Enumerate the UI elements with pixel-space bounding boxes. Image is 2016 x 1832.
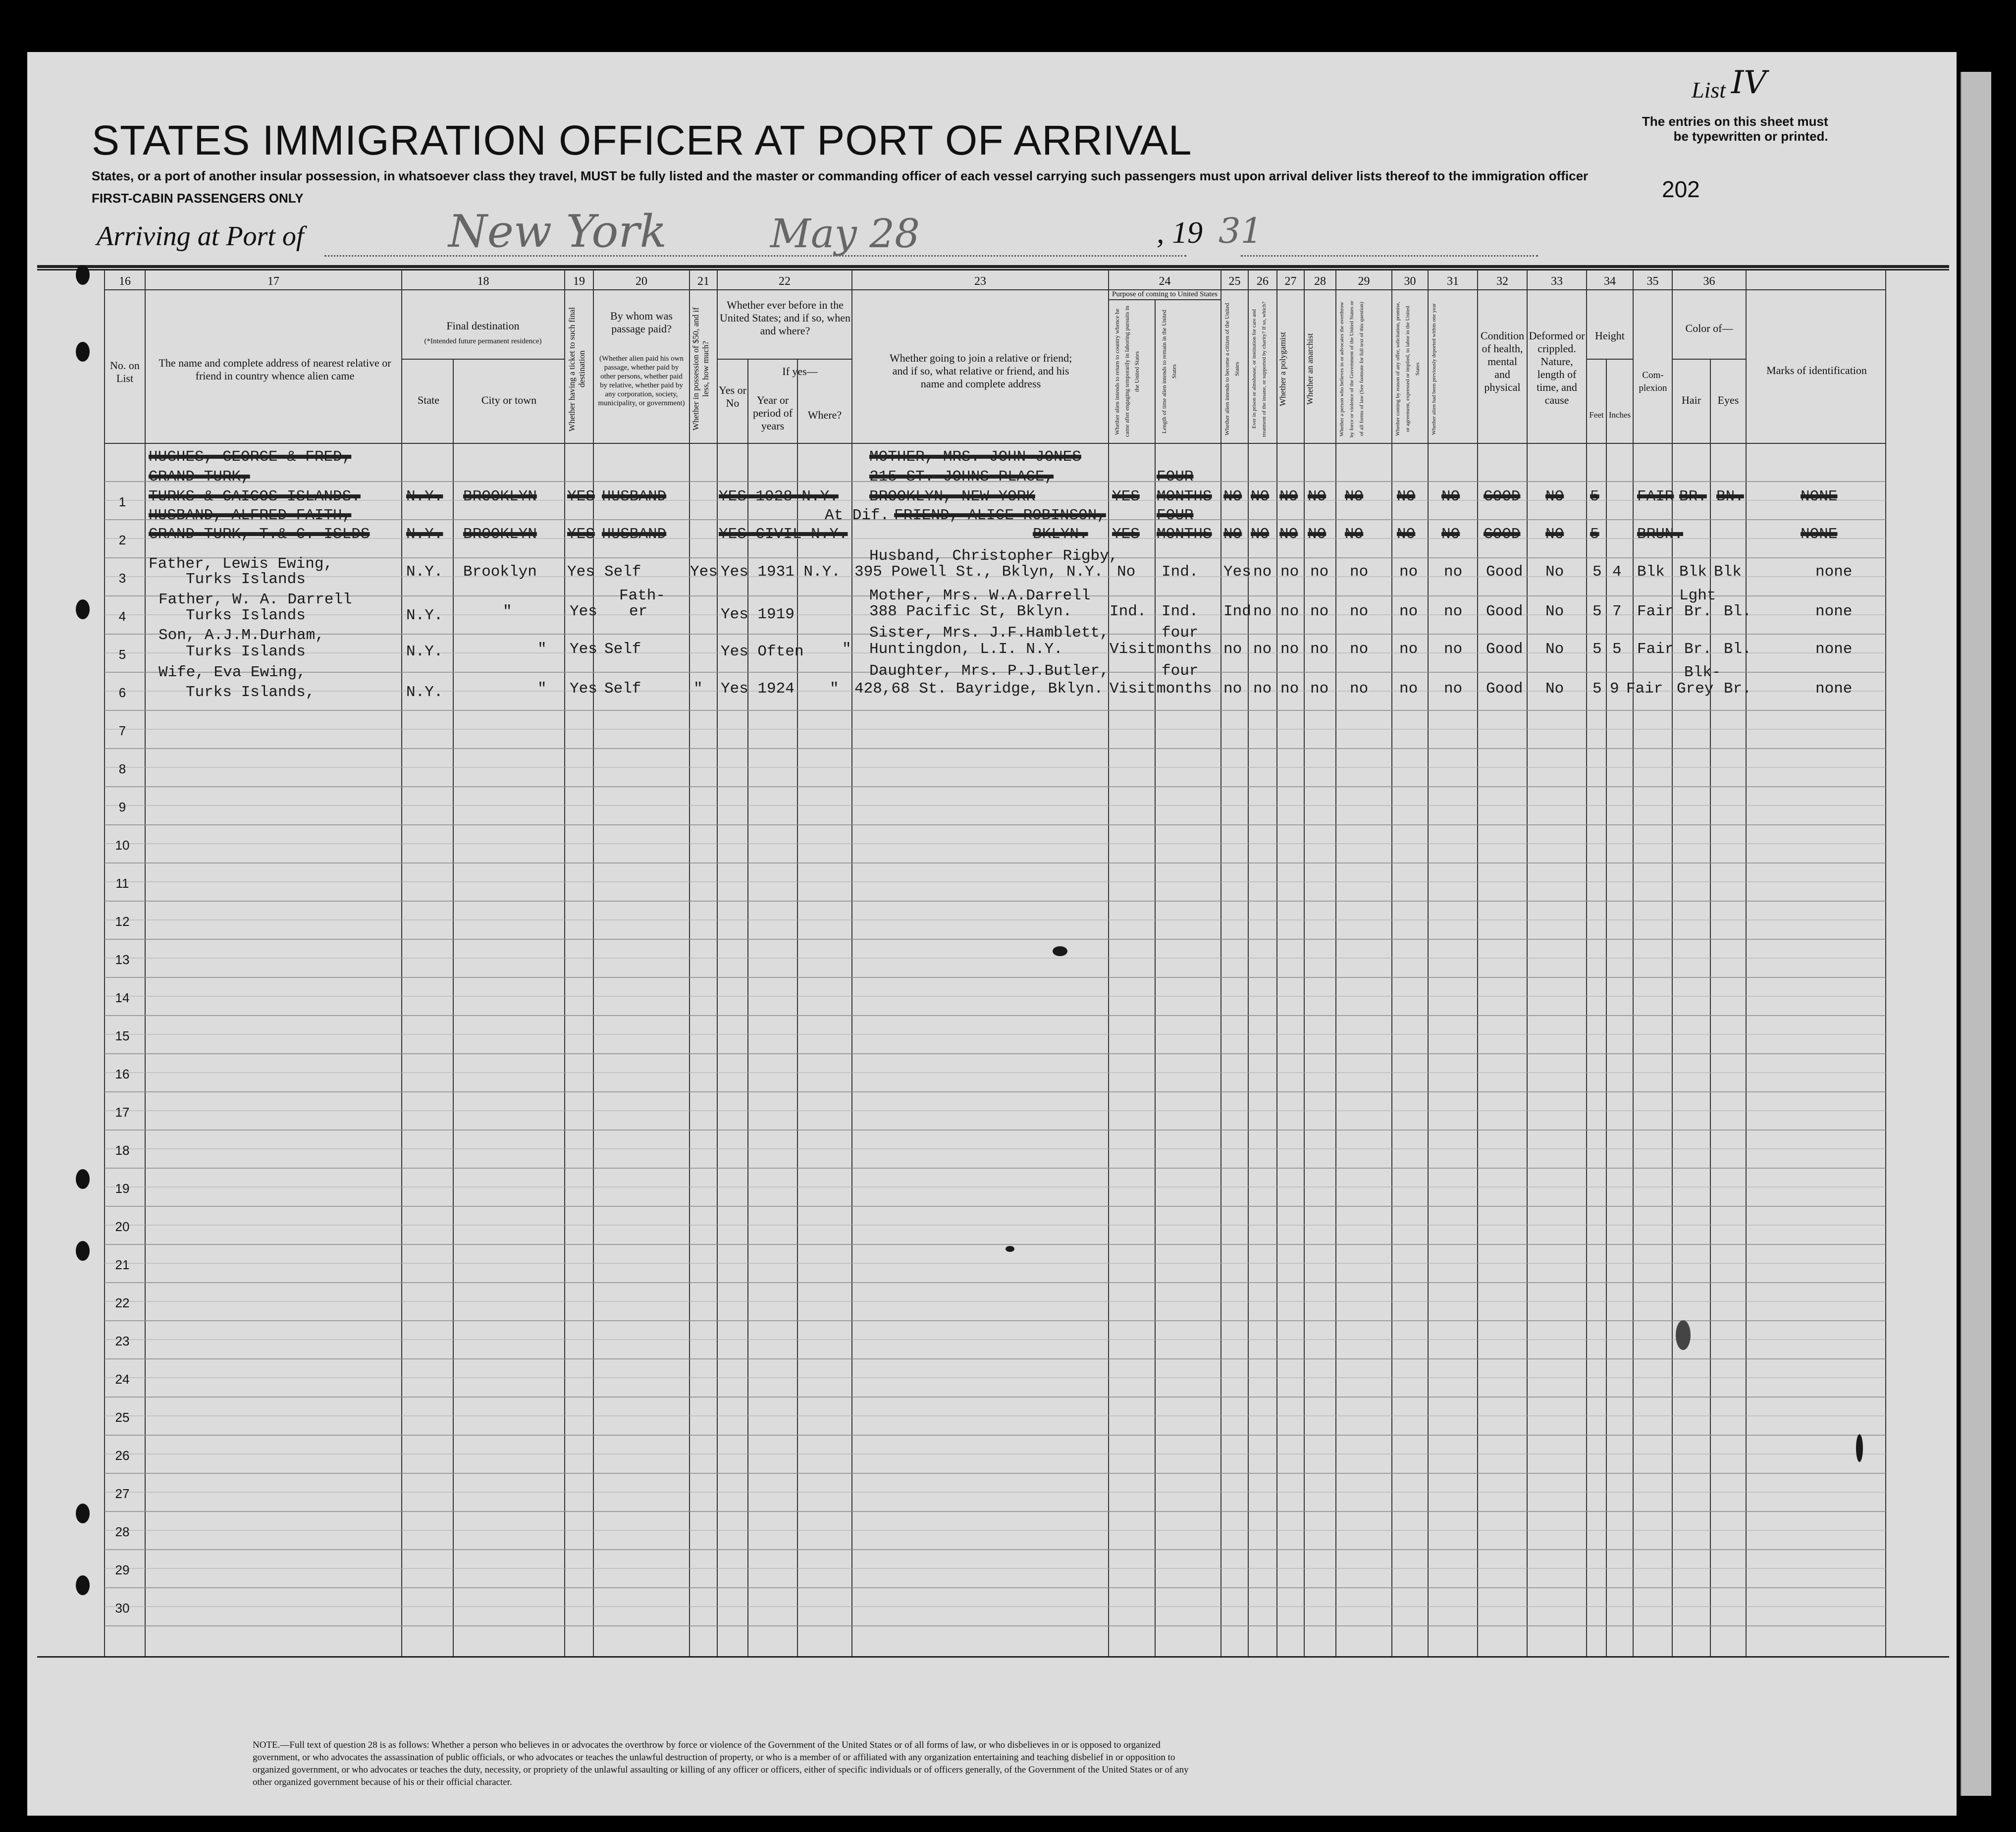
r6-hair: Grey xyxy=(1677,680,1714,698)
r1-city: BROOKLYN xyxy=(463,488,537,505)
header-q29: Whether coming by reason of any offer, solicitation, promise, or agreement, expressed or implied, to labor in the United States xyxy=(1395,302,1421,436)
r2-complexion: BRUN. xyxy=(1637,526,1684,543)
r6-q29: no xyxy=(1399,680,1418,698)
row-number-29: 29 xyxy=(115,1563,130,1577)
r1-relative-line2: GRAND TURK, xyxy=(149,468,250,485)
entries-note-line1: The entries on this sheet must xyxy=(1642,114,1828,129)
col-number-29: 29 xyxy=(1358,275,1370,288)
r3-relative-line2: Turks Islands xyxy=(186,571,306,588)
col-number-32: 32 xyxy=(1496,275,1508,288)
ink-smudge xyxy=(1676,1320,1691,1350)
r4-hair-line1: Lght xyxy=(1679,587,1716,604)
r6-length-line2: months xyxy=(1157,680,1212,698)
r4-citizen: Ind xyxy=(1223,603,1251,620)
r1-relative-line3: TURKS & CAICOS ISLANDS. xyxy=(149,488,361,505)
r2-passage-paid: HUSBAND xyxy=(602,526,667,543)
r2-join-line2: BKLYN. xyxy=(1033,526,1088,543)
r5-marks: none xyxy=(1815,641,1853,658)
col-number-31: 31 xyxy=(1447,275,1459,288)
r6-marks: none xyxy=(1815,680,1853,698)
r6-passage-paid: Self xyxy=(604,680,641,698)
r5-before: Yes Often xyxy=(721,643,804,660)
r2-deformed: NO xyxy=(1545,526,1564,543)
r4-q30: no xyxy=(1444,603,1463,620)
r6-anarchist: no xyxy=(1310,680,1329,698)
r5-complexion: Fair xyxy=(1637,641,1674,658)
header-yes-no: Yes or No xyxy=(719,384,746,409)
r4-paid-line1: Fath- xyxy=(619,587,666,604)
header-purpose-return: Whether alien intends to return to country whence he came after engaging temporarily in laboring pursuits in the United States xyxy=(1114,306,1140,437)
r6-city: " xyxy=(537,680,547,698)
r2-relative-line1: HUSBAND, ALFRED FAITH, xyxy=(149,507,352,524)
row-number-24: 24 xyxy=(115,1372,130,1387)
r6-citizen: no xyxy=(1223,680,1242,698)
r1-hair: BR. xyxy=(1679,488,1707,505)
list-label: List xyxy=(1692,77,1726,103)
r5-ticket: Yes xyxy=(570,641,597,658)
r5-anarchist: no xyxy=(1310,641,1329,658)
header-marks: Marks of identification xyxy=(1766,364,1867,377)
ink-smudge xyxy=(1856,1434,1863,1462)
r3-fifty: Yes xyxy=(690,563,718,581)
header-deformed: Deformed or crippled. Nature, length of time, and cause xyxy=(1529,329,1585,406)
r4-health: Good xyxy=(1486,603,1523,620)
r1-passage-paid: HUSBAND xyxy=(602,488,667,505)
r5-length-line2: months xyxy=(1157,641,1212,658)
r5-citizen: no xyxy=(1223,641,1242,658)
header-hair: Hair xyxy=(1681,394,1701,406)
header-feet: Feet xyxy=(1589,410,1604,420)
r1-q29: NO xyxy=(1397,488,1416,505)
year-handwritten: 31 xyxy=(1219,211,1263,251)
page-edge xyxy=(1961,72,1991,1796)
header-no-on-list: No. on List xyxy=(110,359,140,384)
manifest-sheet xyxy=(27,52,1957,1816)
r6-polygamist: no xyxy=(1280,680,1299,698)
r3-passage-paid: Self xyxy=(604,563,641,581)
r6-relative-line1: Wife, Eva Ewing, xyxy=(159,664,306,681)
r5-eyes: Bl. xyxy=(1724,641,1751,658)
header-passage-paid: By whom was passage paid? xyxy=(610,310,673,335)
r2-purpose: YES xyxy=(1112,526,1140,543)
ink-smudge xyxy=(1006,1246,1014,1252)
date-handwritten: May 28 xyxy=(770,211,920,257)
r4-purpose: Ind. xyxy=(1110,603,1147,620)
r3-hair: Blk xyxy=(1679,563,1707,581)
r2-marks: NONE xyxy=(1801,526,1838,543)
punch-hole xyxy=(76,265,90,285)
row-number-11: 11 xyxy=(115,876,129,891)
page-title: STATES IMMIGRATION OFFICER AT PORT OF ARRIVAL xyxy=(92,117,1192,163)
row-number-14: 14 xyxy=(115,990,130,1005)
r3-join-line1: Husband, Christopher Rigby, xyxy=(869,547,1118,565)
r3-health: Good xyxy=(1486,563,1523,581)
port-handwritten: New York xyxy=(448,206,667,258)
r3-prison: no xyxy=(1253,563,1272,581)
r3-deformed: No xyxy=(1545,563,1564,581)
header-year-period: Year or period of years xyxy=(752,394,793,432)
r3-citizen: Yes xyxy=(1223,563,1251,581)
r5-before-where: " xyxy=(842,641,851,658)
header-complexion: Com-plexion xyxy=(1639,370,1667,393)
r3-join-line2: 395 Powell St., Bklyn, N.Y. xyxy=(854,563,1104,581)
r6-feet: 5 xyxy=(1592,680,1602,698)
header-polygamist: Whether a polygamist xyxy=(1278,331,1287,407)
row-number-4: 4 xyxy=(118,609,126,624)
r1-purpose: YES xyxy=(1112,488,1140,505)
row-number-21: 21 xyxy=(115,1257,130,1272)
r6-complexion: Fair xyxy=(1626,680,1663,698)
row-number-2: 2 xyxy=(118,533,126,547)
r5-relative-line1: Son, A.J.M.Durham, xyxy=(159,627,324,644)
r4-city: " xyxy=(503,603,512,620)
r2-citizen: NO xyxy=(1223,526,1242,543)
subtitle-instructions: States, or a port of another insular possession, in whatsoever class they travel, MUST be fully listed and the master or commanding officer of each vessel carrying such passengers must upon arrival deliver lists thereof to the immigration officer xyxy=(92,168,1589,183)
r1-anarchist: NO xyxy=(1308,488,1326,505)
r5-q28: no xyxy=(1350,641,1369,658)
row-number-9: 9 xyxy=(118,800,126,814)
ink-smudge xyxy=(1053,946,1067,956)
r4-before: Yes 1919 xyxy=(721,606,795,623)
r4-inches: 7 xyxy=(1612,603,1622,620)
header-final-destination-note: (*Intended future permanent residence) xyxy=(424,337,542,345)
row-number-18: 18 xyxy=(115,1143,130,1158)
r1-complexion: FAIR xyxy=(1637,488,1674,505)
r2-feet: 5 xyxy=(1590,526,1599,543)
header-anarchist: Whether an anarchist xyxy=(1305,333,1315,405)
table-grid xyxy=(27,52,1957,1816)
col-number-33: 33 xyxy=(1551,275,1563,288)
r4-join-line2: 388 Pacific St, Bklyn. xyxy=(869,603,1072,620)
r6-join-line2: 428,68 St. Bayridge, Bklyn. xyxy=(854,680,1104,698)
header-fifty-dollars: Whether in possession of $50, and if less, how much? xyxy=(691,307,710,431)
r3-length: Ind. xyxy=(1162,563,1199,581)
r3-q28: no xyxy=(1350,563,1369,581)
r2-at-dif: At Dif. xyxy=(825,507,890,524)
r1-join-line1: MOTHER, MRS. JOHN JONES xyxy=(869,448,1081,466)
r2-before: YES CIVIL N.Y. xyxy=(719,526,848,543)
r5-inches: 5 xyxy=(1612,641,1622,658)
r6-fifty: " xyxy=(693,680,703,698)
r5-purpose: Visit xyxy=(1110,641,1156,658)
entries-note-line2: be typewritten or printed. xyxy=(1673,129,1828,144)
row-number-8: 8 xyxy=(118,761,126,776)
sheet-number: 202 xyxy=(1662,176,1700,202)
r4-eyes: Bl. xyxy=(1724,603,1751,620)
r3-feet: 5 xyxy=(1592,563,1602,581)
header-passage-paid-note: (Whether alien paid his own passage, whether paid by other persons, whether paid by relative, whether paid by any corporation, society, municipality, or government) xyxy=(598,355,685,407)
r3-relative-line1: Father, Lewis Ewing, xyxy=(149,555,333,573)
r3-marks: none xyxy=(1815,563,1853,581)
r5-q30: no xyxy=(1444,641,1463,658)
r6-hair-line1: Blk- xyxy=(1684,664,1721,681)
header-state: State xyxy=(418,394,439,406)
row-number-17: 17 xyxy=(115,1105,130,1120)
r6-health: Good xyxy=(1486,680,1523,698)
r5-deformed: No xyxy=(1545,641,1564,658)
header-q30: Whether alien had been previously deported within one year xyxy=(1431,303,1437,435)
r2-length-line2: MONTHS xyxy=(1157,526,1212,543)
row-number-27: 27 xyxy=(115,1486,130,1501)
r4-prison: no xyxy=(1253,603,1272,620)
col-number-23: 23 xyxy=(974,275,986,288)
r1-relative-line1: HUGHES, GEORGE & FRED, xyxy=(149,448,352,466)
row-number-1: 1 xyxy=(118,494,126,509)
punch-hole xyxy=(76,1169,90,1189)
r1-deformed: NO xyxy=(1545,488,1564,505)
r3-state: N.Y. xyxy=(406,563,443,581)
r6-before: Yes 1924 xyxy=(721,680,795,698)
header-if-yes: If yes— xyxy=(782,365,818,377)
col-number-22: 22 xyxy=(779,275,791,288)
row-number-30: 30 xyxy=(115,1601,130,1616)
row-number-10: 10 xyxy=(115,838,130,853)
row-number-7: 7 xyxy=(118,723,126,738)
col-number-28: 28 xyxy=(1314,275,1326,288)
punch-hole xyxy=(76,342,90,362)
r2-ticket: YES xyxy=(567,526,595,543)
punch-hole xyxy=(76,599,90,619)
col-number-30: 30 xyxy=(1404,275,1416,288)
list-number: IV xyxy=(1731,64,1767,101)
col-number-34: 34 xyxy=(1604,275,1616,288)
row-number-3: 3 xyxy=(118,571,126,586)
r4-hair: Br. xyxy=(1684,603,1712,620)
r1-length-line1: FOUR xyxy=(1157,468,1194,485)
r3-anarchist: no xyxy=(1310,563,1329,581)
r2-length-line1: FOUR xyxy=(1157,507,1194,524)
r3-purpose: No xyxy=(1117,563,1136,581)
row-number-16: 16 xyxy=(115,1067,130,1081)
r5-join-line2: Huntingdon, L.I. N.Y. xyxy=(869,641,1063,658)
r4-state: N.Y. xyxy=(406,607,443,624)
r5-join-line1: Sister, Mrs. J.F.Hamblett, xyxy=(869,624,1109,642)
header-city: City or town xyxy=(481,394,537,406)
subtitle-class: FIRST-CABIN PASSENGERS ONLY xyxy=(92,191,304,206)
r4-complexion: Fair xyxy=(1637,603,1674,620)
r4-relative-line1: Father, W. A. Darrell xyxy=(159,591,352,608)
r3-q29: no xyxy=(1399,563,1418,581)
r5-passage-paid: Self xyxy=(604,641,641,658)
r4-relative-line2: Turks Islands xyxy=(186,607,306,624)
header-final-destination: Final destination xyxy=(446,320,520,332)
r6-q30: no xyxy=(1444,680,1463,698)
r2-q29: NO xyxy=(1397,526,1416,543)
r2-q28: NO xyxy=(1345,526,1364,543)
r4-paid-line2: er xyxy=(629,603,648,620)
header-citizen: Whether alien intends to become a citizen of the United States xyxy=(1223,303,1240,435)
header-joining: Whether going to join a relative or friend; and if so, what relative or friend, and his name and complete address xyxy=(889,352,1072,390)
r1-length-line2: MONTHS xyxy=(1157,488,1212,505)
punch-hole xyxy=(76,1241,90,1261)
r2-relative-line2: GRAND TURK, T.& C. ISLDS xyxy=(149,526,370,543)
row-number-13: 13 xyxy=(115,952,130,967)
r5-length-line1: four xyxy=(1162,624,1199,642)
r3-ticket: Yes xyxy=(567,563,595,581)
col-number-19: 19 xyxy=(573,275,585,288)
r6-length-line1: four xyxy=(1162,662,1199,680)
r5-q29: no xyxy=(1399,641,1418,658)
r4-ticket: Yes xyxy=(570,603,597,620)
r2-city: BROOKLYN xyxy=(463,526,537,543)
r3-before: Yes 1931 N.Y. xyxy=(721,563,841,581)
r1-prison: NO xyxy=(1251,488,1270,505)
r6-join-line1: Daughter, Mrs. P.J.Butler, xyxy=(869,662,1109,680)
row-number-6: 6 xyxy=(118,685,126,700)
r4-anarchist: no xyxy=(1310,603,1329,620)
col-number-26: 26 xyxy=(1257,275,1269,288)
r6-before-where: " xyxy=(830,680,839,698)
r5-city: " xyxy=(537,641,547,658)
col-number-21: 21 xyxy=(697,275,709,288)
r4-polygamist: no xyxy=(1280,603,1299,620)
header-color-of: Color of— xyxy=(1685,322,1733,334)
r1-eyes: BN. xyxy=(1716,488,1744,505)
col-number-36: 36 xyxy=(1703,275,1715,288)
r3-inches: 4 xyxy=(1612,563,1622,581)
r1-join-line3: BROOKLYN, NEW YORK xyxy=(869,488,1035,505)
row-number-26: 26 xyxy=(115,1448,130,1463)
col-number-27: 27 xyxy=(1284,275,1297,288)
header-purpose: Purpose of coming to United States xyxy=(1112,290,1218,298)
r2-join-line1: FRIEND, ALICE ROBINSON, xyxy=(894,507,1106,524)
r6-prison: no xyxy=(1253,680,1272,698)
r5-hair: Br. xyxy=(1684,641,1712,658)
header-ticket: Whether having a ticket to such final destination xyxy=(567,307,586,431)
row-number-20: 20 xyxy=(115,1219,130,1234)
header-inches: Inches xyxy=(1608,410,1631,420)
r1-health: GOOD xyxy=(1484,488,1521,505)
row-number-28: 28 xyxy=(115,1524,130,1539)
r5-relative-line2: Turks Islands xyxy=(186,643,306,660)
r4-feet: 5 xyxy=(1592,603,1602,620)
header-q28: Whether a person who believes in or advocates the overthrow by force or violence of the Government of the United States or of all forms of law (See footnote for full text of this question) xyxy=(1339,301,1365,437)
col-number-25: 25 xyxy=(1228,275,1241,288)
r1-before: YES 1928 N.Y. xyxy=(719,488,839,505)
r2-prison: NO xyxy=(1251,526,1270,543)
r3-complexion: Blk xyxy=(1637,563,1665,581)
r1-q28: NO xyxy=(1345,488,1364,505)
header-prison: Ever in prison or almshouse, or institution for care and treatment of the insane, or supported by charity? If so, which? xyxy=(1251,301,1267,437)
r3-city: Brooklyn xyxy=(463,563,537,581)
col-number-24: 24 xyxy=(1159,275,1171,288)
r4-join-line1: Mother, Mrs. W.A.Darrell xyxy=(869,587,1091,604)
r1-q30: NO xyxy=(1441,488,1460,505)
col-number-17: 17 xyxy=(267,275,279,288)
r6-deformed: No xyxy=(1545,680,1564,698)
r2-anarchist: NO xyxy=(1308,526,1326,543)
r3-polygamist: no xyxy=(1280,563,1299,581)
r6-purpose: Visit xyxy=(1110,680,1156,698)
col-number-35: 35 xyxy=(1646,275,1659,288)
header-before-in-us: Whether ever before in the United States; and if so, when and where? xyxy=(720,299,850,337)
r2-state: N.Y. xyxy=(406,526,443,543)
col-number-16: 16 xyxy=(119,275,131,288)
r5-health: Good xyxy=(1486,641,1523,658)
r6-ticket: Yes xyxy=(570,680,597,698)
r2-health: GOOD xyxy=(1484,526,1521,543)
row-number-25: 25 xyxy=(115,1410,130,1425)
r6-inches: 9 xyxy=(1610,680,1619,698)
punch-hole xyxy=(76,1575,90,1595)
r5-prison: no xyxy=(1253,641,1272,658)
r5-feet: 5 xyxy=(1592,641,1602,658)
row-number-5: 5 xyxy=(118,647,126,662)
header-where: Where? xyxy=(807,409,842,421)
r3-q30: no xyxy=(1444,563,1463,581)
r1-feet: 5 xyxy=(1590,488,1599,505)
r1-ticket: YES xyxy=(567,488,595,505)
r1-state: N.Y. xyxy=(406,488,443,505)
header-eyes: Eyes xyxy=(1717,394,1739,406)
col-number-18: 18 xyxy=(477,275,489,288)
arriving-label: Arriving at Port of xyxy=(97,221,304,252)
r4-q28: no xyxy=(1350,603,1369,620)
r4-deformed: No xyxy=(1545,603,1564,620)
footnote-question-28: NOTE.—Full text of question 28 is as follows: Whether a person who believes in or advocates the overthrow by force or violence of the Government of the United States or of all forms of law, or who disbelieves in or is opposed to organized government, or who advocates the assassination of public officials, or who advocates or teaches the unlawful destruction of property, or who is a member of or affiliated with any organization entertaining and teaching disbelief in or opposition to organized government, or who advocates or teaches the duty, necessity, or propriety of the unlawful assaulting or killing of any officer or officers, either of specific individuals or of officers generally, of the Government of the United States or of any other organized government because of his or their official character. xyxy=(253,1740,1189,1787)
r4-q29: no xyxy=(1399,603,1418,620)
row-number-22: 22 xyxy=(115,1295,130,1310)
col-number-20: 20 xyxy=(636,275,647,288)
r5-polygamist: no xyxy=(1280,641,1299,658)
punch-hole xyxy=(76,1504,90,1523)
r5-state: N.Y. xyxy=(406,643,443,660)
year-printed: , 19 xyxy=(1157,216,1203,250)
r6-eyes: Br. xyxy=(1724,680,1751,698)
r6-state: N.Y. xyxy=(406,684,443,701)
header-length-of-stay: Length of time alien intends to remain in the United States xyxy=(1161,310,1177,433)
r3-eyes: Blk xyxy=(1714,563,1742,581)
row-number-12: 12 xyxy=(115,914,130,929)
r1-marks: NONE xyxy=(1801,488,1838,505)
row-number-23: 23 xyxy=(115,1334,130,1348)
header-height: Height xyxy=(1595,329,1625,342)
row-number-15: 15 xyxy=(115,1028,130,1043)
r1-join-line2: 215 ST. JOHNS PLACE, xyxy=(869,468,1054,485)
r6-q28: no xyxy=(1350,680,1369,698)
header-health: Condition of health, mental and physical xyxy=(1480,329,1524,393)
r1-polygamist: NO xyxy=(1279,488,1298,505)
header-relative-address: The name and complete address of nearest relative or friend in country whence alien came xyxy=(159,357,391,382)
row-number-19: 19 xyxy=(115,1181,130,1196)
r1-citizen: NO xyxy=(1223,488,1242,505)
r2-q30: NO xyxy=(1441,526,1460,543)
r2-polygamist: NO xyxy=(1279,526,1298,543)
r4-marks: none xyxy=(1815,603,1853,620)
r6-relative-line2: Turks Islands, xyxy=(186,684,315,701)
r4-length: Ind. xyxy=(1162,603,1199,620)
